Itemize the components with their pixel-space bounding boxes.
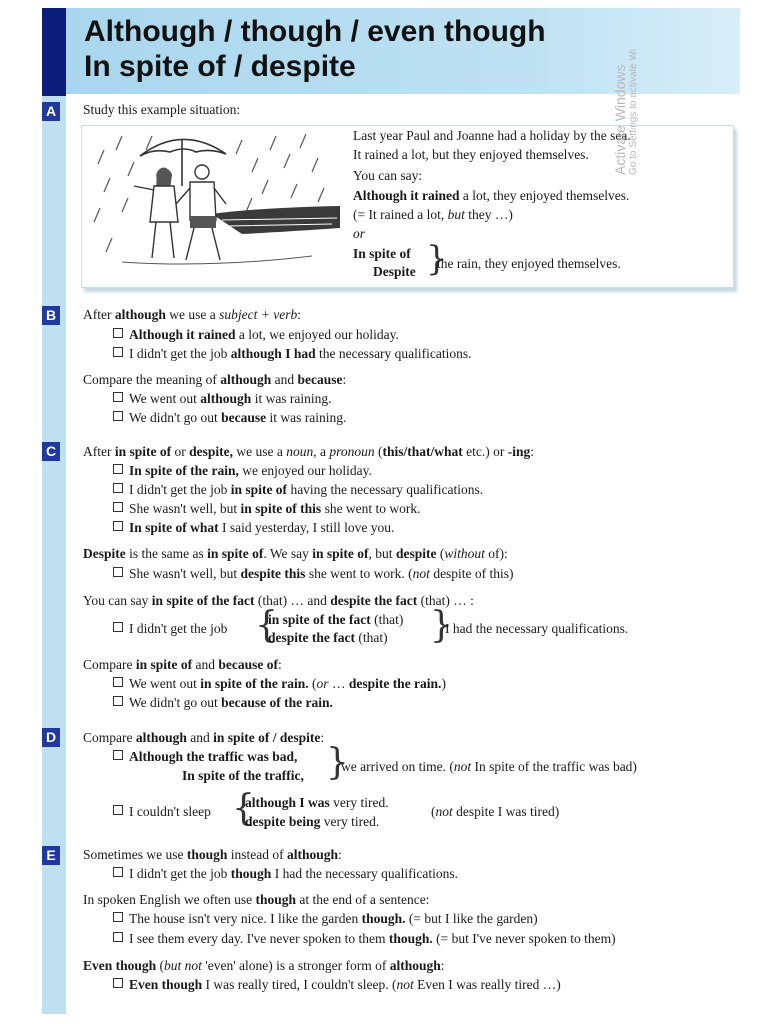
title-line-1: Although / though / even though: [84, 15, 546, 48]
bullet-box: [113, 978, 123, 988]
bullet-box: [113, 483, 123, 493]
example-b-1: Although it rained a lot, we enjoyed our holiday.: [113, 326, 399, 343]
example-e-4: Even though I was really tired, I couldn't sleep. (not Even I was really tired …): [113, 976, 561, 993]
bullet-box: [113, 932, 123, 942]
rain-couple-illustration: [92, 128, 342, 273]
option-although-i-was: although I was very tired.: [245, 795, 389, 810]
compare-in-spite-of-because-of: Compare in spite of and because of:: [83, 657, 282, 672]
option-despite-being: despite being very tired.: [245, 814, 380, 829]
example-d-2: I couldn't sleep: [113, 803, 211, 820]
example-a-2: (= It rained a lot, but they …): [353, 207, 513, 222]
bullet-box: [113, 464, 123, 474]
section-label-d: D: [42, 728, 60, 747]
you-can-say-label: You can say:: [353, 168, 423, 183]
section-d-rule: Compare although and in spite of / despite:: [83, 730, 325, 745]
section-label-e: E: [42, 846, 60, 865]
brace-c-open: {: [255, 605, 278, 646]
bullet-box: [113, 521, 123, 531]
title-line-2: In spite of / despite: [84, 50, 356, 83]
example-d-2-note: (not despite I was tired): [431, 804, 560, 819]
example-e-3: I see them every day. I've never spoken to them though. (= but I've never spoken to them): [113, 930, 616, 947]
or-label: or: [353, 226, 366, 241]
example-c-3: She wasn't well, but in spite of this she went to work.: [113, 500, 421, 517]
bullet-box: [113, 328, 123, 338]
spoken-english-rule: In spoken English we often use though at the end of a sentence:: [83, 892, 430, 907]
section-c-rule: After in spite of or despite, we use a noun, a pronoun (this/that/what etc.) or -ing:: [83, 444, 535, 459]
example-b-3: We went out although it was raining.: [113, 390, 332, 407]
compare-although-because: Compare the meaning of although and because:: [83, 372, 347, 387]
bullet-box: [113, 411, 123, 421]
story-line-2: It rained a lot, but they enjoyed themselves.: [353, 147, 589, 162]
bullet-box: [113, 347, 123, 357]
section-label-b: B: [42, 306, 60, 325]
bullet-box: [113, 622, 123, 632]
example-c-6: I didn't get the job: [113, 620, 227, 637]
example-c-2: I didn't get the job in spite of having the necessary qualifications.: [113, 481, 483, 498]
example-e-2: The house isn't very nice. I like the garden though. (= but I like the garden): [113, 910, 538, 927]
section-a-intro: Study this example situation:: [83, 102, 241, 117]
bullet-box: [113, 392, 123, 402]
bullet-box: [113, 677, 123, 687]
page-title: [84, 14, 546, 84]
section-label-a: A: [42, 102, 60, 121]
bullet-box: [113, 867, 123, 877]
option-in-spite-of-the-fact: in spite of the fact (that): [268, 612, 404, 627]
option-despite: Despite: [373, 264, 416, 279]
example-c-1: In spite of the rain, we enjoyed our holiday.: [113, 462, 372, 479]
even-though-rule: Even though (but not 'even' alone) is a stronger form of although:: [83, 958, 445, 973]
option-in-spite-of-traffic: In spite of the traffic,: [182, 768, 304, 783]
example-c-5: She wasn't well, but despite this she went to work. (not despite of this): [113, 565, 514, 582]
example-b-2: I didn't get the job although I had the necessary qualifications.: [113, 345, 472, 362]
example-c-7: We went out in spite of the rain. (or … despite the rain.): [113, 675, 446, 692]
in-spite-of-the-fact-rule: You can say in spite of the fact (that) … and despite the fact (that) … :: [83, 593, 474, 608]
brace-d-1: }: [326, 742, 349, 783]
despite-same-as-rule: Despite is the same as in spite of. We say in spite of, but despite (without of):: [83, 546, 508, 561]
brace-c-close: }: [430, 605, 453, 646]
section-label-c: C: [42, 442, 60, 461]
watermark-line-2: Go to Settings to activate Wi: [628, 48, 639, 175]
watermark-line-1: Activate Windows: [612, 64, 628, 175]
bullet-box: [113, 805, 123, 815]
brace-d-2: {: [232, 788, 255, 829]
example-a-1: Although it rained a lot, they enjoyed themselves.: [353, 188, 630, 203]
bullet-box: [113, 912, 123, 922]
option-despite-the-fact: despite the fact (that): [268, 630, 388, 645]
bullet-box: [113, 750, 123, 760]
activate-windows-watermark: [612, 49, 640, 175]
section-e-rule: Sometimes we use though instead of although:: [83, 847, 342, 862]
story-line-1: Last year Paul and Joanne had a holiday by the sea.: [353, 128, 631, 143]
option-although-traffic: Although the traffic was bad,: [113, 748, 297, 765]
example-a-3: the rain, they enjoyed themselves.: [437, 256, 621, 271]
bullet-box: [113, 567, 123, 577]
example-d-1: we arrived on time. (not In spite of the traffic was bad): [341, 759, 637, 774]
example-b-4: We didn't go out because it was raining.: [113, 409, 346, 426]
bullet-box: [113, 502, 123, 512]
example-c-6-end: I had the necessary qualifications.: [445, 621, 629, 636]
example-c-8: We didn't go out because of the rain.: [113, 694, 333, 711]
bullet-box: [113, 696, 123, 706]
section-b-rule: After although we use a subject + verb:: [83, 307, 301, 322]
option-in-spite-of: In spite of: [353, 246, 411, 261]
example-c-4: In spite of what I said yesterday, I still love you.: [113, 519, 394, 536]
brace-a: }: [426, 239, 448, 279]
example-e-1: I didn't get the job though I had the necessary qualifications.: [113, 865, 458, 882]
